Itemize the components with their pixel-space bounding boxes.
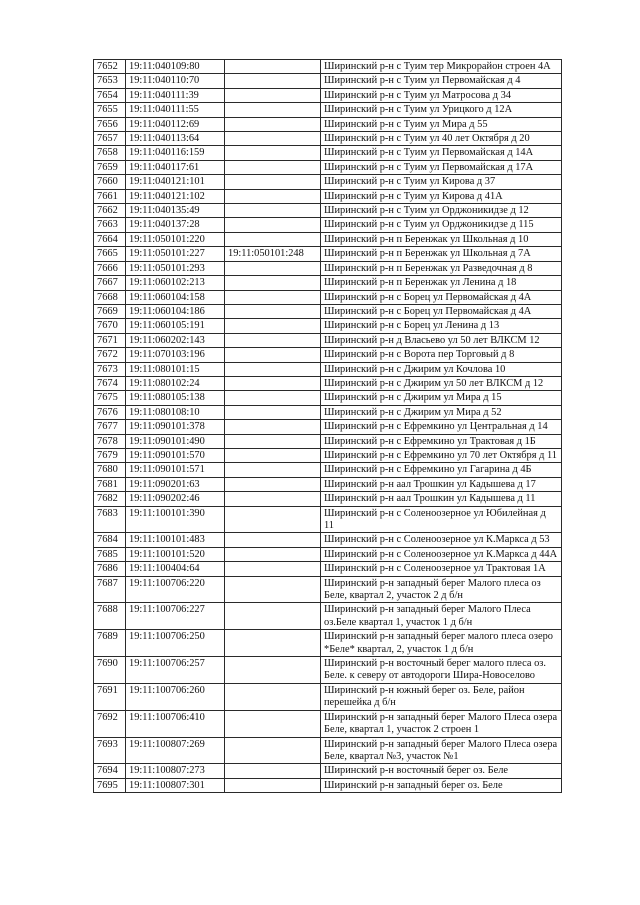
table-row (94, 463, 562, 477)
table-row (94, 290, 562, 304)
address-cell: Ширинский р-н с Соленоозерное ул Юбилейная д 11 (321, 506, 562, 533)
previous-cadastral-number-cell (225, 603, 321, 630)
table-row (94, 304, 562, 318)
table-row (94, 376, 562, 390)
table-row (94, 657, 562, 684)
row-number-cell: 7685 (94, 547, 126, 561)
cadastral-number-cell: 19:11:100706:220 (126, 576, 225, 603)
previous-cadastral-number-cell (225, 710, 321, 737)
previous-cadastral-number-cell (225, 391, 321, 405)
previous-cadastral-number-cell (225, 60, 321, 74)
row-number-cell: 7694 (94, 764, 126, 778)
row-number-cell: 7680 (94, 463, 126, 477)
row-number-cell: 7671 (94, 333, 126, 347)
address-cell: Ширинский р-н с Туим ул Орджоникидзе д 12 (321, 204, 562, 218)
row-number-cell: 7688 (94, 603, 126, 630)
table-row (94, 103, 562, 117)
table-row (94, 562, 562, 576)
previous-cadastral-number-cell (225, 304, 321, 318)
cadastral-number-cell: 19:11:060202:143 (126, 333, 225, 347)
address-cell: Ширинский р-н с Туим ул Урицкого д 12А (321, 103, 562, 117)
cadastral-number-cell: 19:11:100101:483 (126, 533, 225, 547)
table-row (94, 362, 562, 376)
table-row (94, 204, 562, 218)
address-cell: Ширинский р-н с Туим ул Мира д 55 (321, 117, 562, 131)
row-number-cell: 7679 (94, 448, 126, 462)
address-cell: Ширинский р-н западный берег Малого плеса оз Беле, квартал 2, участок 2 д б/н (321, 576, 562, 603)
cadastral-number-cell: 19:11:080102:24 (126, 376, 225, 390)
address-cell: Ширинский р-н п Беренжак ул Школьная д 10 (321, 232, 562, 246)
row-number-cell: 7663 (94, 218, 126, 232)
cadastral-number-cell: 19:11:090101:378 (126, 420, 225, 434)
row-number-cell: 7674 (94, 376, 126, 390)
cadastral-number-cell: 19:11:100706:410 (126, 710, 225, 737)
previous-cadastral-number-cell (225, 74, 321, 88)
table-row (94, 117, 562, 131)
previous-cadastral-number-cell (225, 420, 321, 434)
previous-cadastral-number-cell (225, 160, 321, 174)
row-number-cell: 7670 (94, 319, 126, 333)
row-number-cell: 7695 (94, 778, 126, 792)
row-number-cell: 7669 (94, 304, 126, 318)
cadastral-number-cell: 19:11:090101:570 (126, 448, 225, 462)
row-number-cell: 7653 (94, 74, 126, 88)
address-cell: Ширинский р-н западный берег малого плеса озеро *Беле* квартал, 2, участок 1 д б/н (321, 630, 562, 657)
table-row (94, 492, 562, 506)
cadastral-number-cell: 19:11:040121:101 (126, 175, 225, 189)
table-row (94, 764, 562, 778)
row-number-cell: 7678 (94, 434, 126, 448)
table-row (94, 333, 562, 347)
cadastral-number-cell: 19:11:100101:390 (126, 506, 225, 533)
address-cell: Ширинский р-н с Борец ул Ленина д 13 (321, 319, 562, 333)
row-number-cell: 7692 (94, 710, 126, 737)
cadastral-number-cell: 19:11:100101:520 (126, 547, 225, 561)
row-number-cell: 7672 (94, 348, 126, 362)
row-number-cell: 7665 (94, 247, 126, 261)
row-number-cell: 7661 (94, 189, 126, 203)
address-cell: Ширинский р-н с Борец ул Первомайская д 4А (321, 290, 562, 304)
address-cell: Ширинский р-н с Соленоозерное ул К.Маркса д 53 (321, 533, 562, 547)
previous-cadastral-number-cell (225, 533, 321, 547)
row-number-cell: 7654 (94, 88, 126, 102)
address-cell: Ширинский р-н западный берег Малого Плеса оз.Беле квартал 1, участок 1 д б/н (321, 603, 562, 630)
cadastral-number-cell: 19:11:100807:269 (126, 737, 225, 764)
previous-cadastral-number-cell (225, 405, 321, 419)
table-row (94, 175, 562, 189)
previous-cadastral-number-cell (225, 218, 321, 232)
table-row (94, 405, 562, 419)
address-cell: Ширинский р-н южный берег оз. Беле, район перешейка д б/н (321, 683, 562, 710)
address-cell: Ширинский р-н с Джирим ул 50 лет ВЛКСМ д 12 (321, 376, 562, 390)
address-cell: Ширинский р-н с Туим ул Матросова д 34 (321, 88, 562, 102)
cadastral-number-cell: 19:11:070103:196 (126, 348, 225, 362)
table-row (94, 60, 562, 74)
cadastral-number-cell: 19:11:060105:191 (126, 319, 225, 333)
address-cell: Ширинский р-н с Туим тер Микрорайон строен 4А (321, 60, 562, 74)
address-cell: Ширинский р-н с Борец ул Первомайская д 4А (321, 304, 562, 318)
table-row (94, 434, 562, 448)
previous-cadastral-number-cell (225, 132, 321, 146)
table-row (94, 683, 562, 710)
address-cell: Ширинский р-н с Туим ул Первомайская д 4 (321, 74, 562, 88)
row-number-cell: 7659 (94, 160, 126, 174)
row-number-cell: 7676 (94, 405, 126, 419)
registry-table-body (94, 60, 562, 793)
previous-cadastral-number-cell (225, 290, 321, 304)
row-number-cell: 7675 (94, 391, 126, 405)
address-cell: Ширинский р-н с Туим ул Кирова д 41А (321, 189, 562, 203)
cadastral-number-cell: 19:11:040109:80 (126, 60, 225, 74)
address-cell: Ширинский р-н восточный берег оз. Беле (321, 764, 562, 778)
address-cell: Ширинский р-н с Джирим ул Кочлова 10 (321, 362, 562, 376)
cadastral-number-cell: 19:11:040117:61 (126, 160, 225, 174)
table-row (94, 74, 562, 88)
table-row (94, 218, 562, 232)
previous-cadastral-number-cell (225, 333, 321, 347)
row-number-cell: 7657 (94, 132, 126, 146)
row-number-cell: 7664 (94, 232, 126, 246)
previous-cadastral-number-cell (225, 319, 321, 333)
previous-cadastral-number-cell: 19:11:050101:248 (225, 247, 321, 261)
table-row (94, 576, 562, 603)
previous-cadastral-number-cell (225, 103, 321, 117)
cadastral-number-cell: 19:11:100807:301 (126, 778, 225, 792)
cadastral-number-cell: 19:11:090101:490 (126, 434, 225, 448)
address-cell: Ширинский р-н с Туим ул Первомайская д 14А (321, 146, 562, 160)
cadastral-number-cell: 19:11:040111:39 (126, 88, 225, 102)
table-row (94, 710, 562, 737)
table-row (94, 88, 562, 102)
address-cell: Ширинский р-н д Власьево ул 50 лет ВЛКСМ 12 (321, 333, 562, 347)
row-number-cell: 7681 (94, 477, 126, 491)
cadastral-number-cell: 19:11:060104:158 (126, 290, 225, 304)
cadastral-number-cell: 19:11:090201:63 (126, 477, 225, 491)
table-row (94, 778, 562, 792)
cadastral-number-cell: 19:11:100706:250 (126, 630, 225, 657)
row-number-cell: 7666 (94, 261, 126, 275)
previous-cadastral-number-cell (225, 376, 321, 390)
row-number-cell: 7652 (94, 60, 126, 74)
cadastral-number-cell: 19:11:040111:55 (126, 103, 225, 117)
cadastral-number-cell: 19:11:100706:260 (126, 683, 225, 710)
cadastral-number-cell: 19:11:050101:227 (126, 247, 225, 261)
row-number-cell: 7655 (94, 103, 126, 117)
address-cell: Ширинский р-н с Соленоозерное ул Трактовая 1А (321, 562, 562, 576)
cadastral-number-cell: 19:11:100807:273 (126, 764, 225, 778)
address-cell: Ширинский р-н с Туим ул Орджоникидзе д 115 (321, 218, 562, 232)
address-cell: Ширинский р-н аал Трошкин ул Кадышева д 11 (321, 492, 562, 506)
cadastral-number-cell: 19:11:060104:186 (126, 304, 225, 318)
cadastral-number-cell: 19:11:040121:102 (126, 189, 225, 203)
previous-cadastral-number-cell (225, 562, 321, 576)
previous-cadastral-number-cell (225, 261, 321, 275)
table-row (94, 448, 562, 462)
registry-table (93, 59, 562, 793)
address-cell: Ширинский р-н аал Трошкин ул Кадышева д 17 (321, 477, 562, 491)
address-cell: Ширинский р-н с Туим ул Кирова д 37 (321, 175, 562, 189)
cadastral-number-cell: 19:11:040135:49 (126, 204, 225, 218)
address-cell: Ширинский р-н п Беренжак ул Разведочная д 8 (321, 261, 562, 275)
cadastral-number-cell: 19:11:080108:10 (126, 405, 225, 419)
table-row (94, 319, 562, 333)
previous-cadastral-number-cell (225, 175, 321, 189)
cadastral-number-cell: 19:11:040116:159 (126, 146, 225, 160)
previous-cadastral-number-cell (225, 232, 321, 246)
row-number-cell: 7682 (94, 492, 126, 506)
previous-cadastral-number-cell (225, 463, 321, 477)
cadastral-number-cell: 19:11:040110:70 (126, 74, 225, 88)
cadastral-number-cell: 19:11:100706:227 (126, 603, 225, 630)
row-number-cell: 7658 (94, 146, 126, 160)
cadastral-number-cell: 19:11:090202:46 (126, 492, 225, 506)
row-number-cell: 7686 (94, 562, 126, 576)
previous-cadastral-number-cell (225, 448, 321, 462)
previous-cadastral-number-cell (225, 362, 321, 376)
row-number-cell: 7690 (94, 657, 126, 684)
previous-cadastral-number-cell (225, 434, 321, 448)
row-number-cell: 7673 (94, 362, 126, 376)
cadastral-number-cell: 19:11:050101:220 (126, 232, 225, 246)
address-cell: Ширинский р-н западный берег Малого Плеса озера Беле, квартал 1, участок 2 строен 1 (321, 710, 562, 737)
table-row (94, 630, 562, 657)
address-cell: Ширинский р-н с Джирим ул Мира д 52 (321, 405, 562, 419)
address-cell: Ширинский р-н с Ефремкино ул 70 лет Октября д 11 (321, 448, 562, 462)
row-number-cell: 7683 (94, 506, 126, 533)
cadastral-number-cell: 19:11:100404:64 (126, 562, 225, 576)
table-row (94, 146, 562, 160)
table-row (94, 189, 562, 203)
cadastral-number-cell: 19:11:090101:571 (126, 463, 225, 477)
address-cell: Ширинский р-н с Джирим ул Мира д 15 (321, 391, 562, 405)
previous-cadastral-number-cell (225, 492, 321, 506)
previous-cadastral-number-cell (225, 657, 321, 684)
previous-cadastral-number-cell (225, 348, 321, 362)
previous-cadastral-number-cell (225, 764, 321, 778)
address-cell: Ширинский р-н с Соленоозерное ул К.Маркса д 44А (321, 547, 562, 561)
table-row (94, 737, 562, 764)
previous-cadastral-number-cell (225, 477, 321, 491)
table-row (94, 506, 562, 533)
address-cell: Ширинский р-н восточный берег малого плеса оз. Беле. к северу от автодороги Шира-Новоселово (321, 657, 562, 684)
previous-cadastral-number-cell (225, 547, 321, 561)
previous-cadastral-number-cell (225, 117, 321, 131)
row-number-cell: 7662 (94, 204, 126, 218)
table-row (94, 603, 562, 630)
address-cell: Ширинский р-н западный берег Малого Плеса озера Беле, квартал №3, участок №1 (321, 737, 562, 764)
address-cell: Ширинский р-н с Ефремкино ул Гагарина д 4Б (321, 463, 562, 477)
cadastral-number-cell: 19:11:050101:293 (126, 261, 225, 275)
row-number-cell: 7689 (94, 630, 126, 657)
previous-cadastral-number-cell (225, 506, 321, 533)
table-row (94, 348, 562, 362)
table-row (94, 160, 562, 174)
table-row (94, 533, 562, 547)
previous-cadastral-number-cell (225, 204, 321, 218)
table-row (94, 261, 562, 275)
table-row (94, 391, 562, 405)
table-row (94, 132, 562, 146)
row-number-cell: 7660 (94, 175, 126, 189)
previous-cadastral-number-cell (225, 189, 321, 203)
table-row (94, 420, 562, 434)
address-cell: Ширинский р-н п Беренжак ул Ленина д 18 (321, 276, 562, 290)
address-cell: Ширинский р-н с Туим ул 40 лет Октября д 20 (321, 132, 562, 146)
cadastral-number-cell: 19:11:060102:213 (126, 276, 225, 290)
previous-cadastral-number-cell (225, 737, 321, 764)
cadastral-number-cell: 19:11:040112:69 (126, 117, 225, 131)
cadastral-number-cell: 19:11:080105:138 (126, 391, 225, 405)
table-row (94, 547, 562, 561)
table-row (94, 276, 562, 290)
previous-cadastral-number-cell (225, 276, 321, 290)
row-number-cell: 7687 (94, 576, 126, 603)
row-number-cell: 7691 (94, 683, 126, 710)
row-number-cell: 7677 (94, 420, 126, 434)
row-number-cell: 7668 (94, 290, 126, 304)
previous-cadastral-number-cell (225, 683, 321, 710)
row-number-cell: 7693 (94, 737, 126, 764)
previous-cadastral-number-cell (225, 630, 321, 657)
address-cell: Ширинский р-н п Беренжак ул Школьная д 7А (321, 247, 562, 261)
address-cell: Ширинский р-н с Ефремкино ул Центральная д 14 (321, 420, 562, 434)
row-number-cell: 7667 (94, 276, 126, 290)
previous-cadastral-number-cell (225, 576, 321, 603)
table-row (94, 477, 562, 491)
previous-cadastral-number-cell (225, 88, 321, 102)
previous-cadastral-number-cell (225, 146, 321, 160)
address-cell: Ширинский р-н западный берег оз. Беле (321, 778, 562, 792)
table-row (94, 232, 562, 246)
cadastral-number-cell: 19:11:080101:15 (126, 362, 225, 376)
cadastral-number-cell: 19:11:040113:64 (126, 132, 225, 146)
previous-cadastral-number-cell (225, 778, 321, 792)
cadastral-number-cell: 19:11:100706:257 (126, 657, 225, 684)
address-cell: Ширинский р-н с Ефремкино ул Трактовая д 1Б (321, 434, 562, 448)
row-number-cell: 7656 (94, 117, 126, 131)
row-number-cell: 7684 (94, 533, 126, 547)
address-cell: Ширинский р-н с Туим ул Первомайская д 17А (321, 160, 562, 174)
address-cell: Ширинский р-н с Ворота пер Торговый д 8 (321, 348, 562, 362)
cadastral-number-cell: 19:11:040137:28 (126, 218, 225, 232)
table-row (94, 247, 562, 261)
